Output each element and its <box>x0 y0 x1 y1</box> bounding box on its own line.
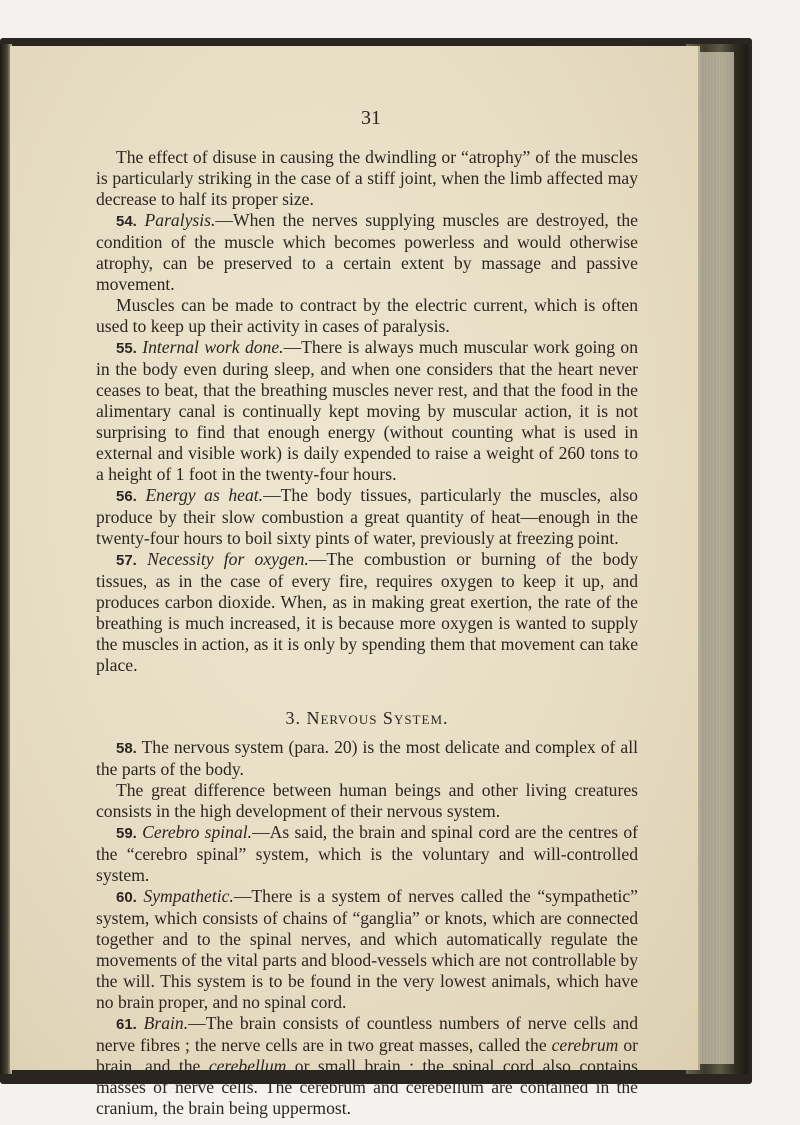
section-title: 3. Nervous System. <box>285 708 449 728</box>
page-number: 31 <box>361 107 381 129</box>
paragraph-difference: The great difference between human beings and other living creatures consists in the high development of their nervous system. <box>96 780 638 821</box>
paragraph-number: 58. <box>116 740 137 757</box>
page-text <box>96 104 638 1119</box>
paragraph-61 <box>96 1013 638 1119</box>
paragraph-number: 56. <box>116 488 137 505</box>
paragraph-number: 55. <box>116 340 137 357</box>
paragraph-number: 61. <box>116 1016 137 1033</box>
paragraph-58 <box>96 737 638 780</box>
paragraph-56 <box>96 485 638 549</box>
term-cerebrum: cerebrum <box>551 1035 619 1055</box>
paragraph-heading: Internal work done. <box>142 337 284 357</box>
paragraph-electric: Muscles can be made to contract by the electric current, which is often used to keep up their activity in cases of paralysis. <box>96 295 638 336</box>
paragraph-body: —There is a system of nerves called the “sympathetic” system, which consists of chains of “ganglia” or knots, which are connected together and to the spinal nerves, and which automatically regulate the movements of the vital parts and blood-vessels which are not controllable by the will. This system is to be found in the very lowest animals, which have no brain proper, and no spinal cord. <box>96 886 638 1012</box>
paragraph-number: 60. <box>116 889 137 906</box>
paragraph-heading: Sympathetic. <box>143 886 234 906</box>
paragraph-54 <box>96 210 638 295</box>
paragraph-number: 57. <box>116 552 137 569</box>
paragraph-body: —The body tissues, particularly the muscles, also produce by their slow combustion a great quantity of heat—enough in the twenty-four hours to boil sixty pints of water, previously at freezing point. <box>96 485 638 548</box>
term-cerebellum: cerebellum <box>208 1056 287 1076</box>
page-edges <box>700 52 734 1064</box>
paragraph-heading: Brain. <box>143 1013 189 1033</box>
paragraph-body: —The combustion or burning of the body tissues, as in the case of every fire, requires oxygen to keep it up, and produces carbon dioxide. When, as in making great exertion, the rate of the breathing is much increased, it is because more oxygen is wanted to supply the muscles in action, as it is only by spending them that movement can take place. <box>96 549 638 675</box>
paragraph-60 <box>96 886 638 1013</box>
paragraph-number: 54. <box>116 213 137 230</box>
paragraph-heading: Cerebro spinal. <box>142 822 253 842</box>
paragraph-heading: Energy as heat. <box>145 485 264 505</box>
paragraph-number: 59. <box>116 825 137 842</box>
paragraph-heading: Necessity for oxygen. <box>147 549 309 569</box>
paragraph-heading: Paralysis. <box>144 210 216 230</box>
paragraph-57 <box>96 549 638 676</box>
paragraph-55 <box>96 337 638 485</box>
paragraph-body: —As said, the brain and spinal cord are the centres of the “cerebro spinal” system, which is the voluntary and will-controlled system. <box>96 822 638 885</box>
paragraph-body: —The brain consists of countless numbers of nerve cells and nerve fibres ; the nerve cells are in two great masses, called the <box>96 1013 638 1055</box>
paragraph-59 <box>96 822 638 886</box>
paragraph-body: The nervous system (para. 20) is the most delicate and complex of all the parts of the body. <box>96 737 638 779</box>
paragraph-body: or small brain ; the spinal cord also contains masses of nerve cells. The cerebrum and cerebellum are contained in the cranium, the brain being uppermost. <box>96 1056 638 1118</box>
paragraph-atrophy: The effect of disuse in causing the dwindling or “atrophy” of the muscles is particularly striking in the case of a stiff joint, when the limb affected may decrease to half its proper size. <box>96 147 638 209</box>
paragraph-body: —There is always much muscular work going on in the body even during sleep, and when one considers that the heart never ceases to beat, that the breathing muscles never rest, and that the food in the alimentary canal is continually kept moving by muscular action, it is not surprising to find that enough energy (without counting what is used in external and visible work) is daily expended to raise a weight of 260 tons to a height of 1 foot in the twenty-four hours. <box>96 337 638 484</box>
paragraph-body: —When the nerves supplying muscles are destroyed, the condition of the muscle which becomes powerless and would otherwise atrophy, can be preserved to a certain extent by massage and passive movement. <box>96 210 638 294</box>
paragraph-body: or brain, and the <box>96 1035 638 1076</box>
